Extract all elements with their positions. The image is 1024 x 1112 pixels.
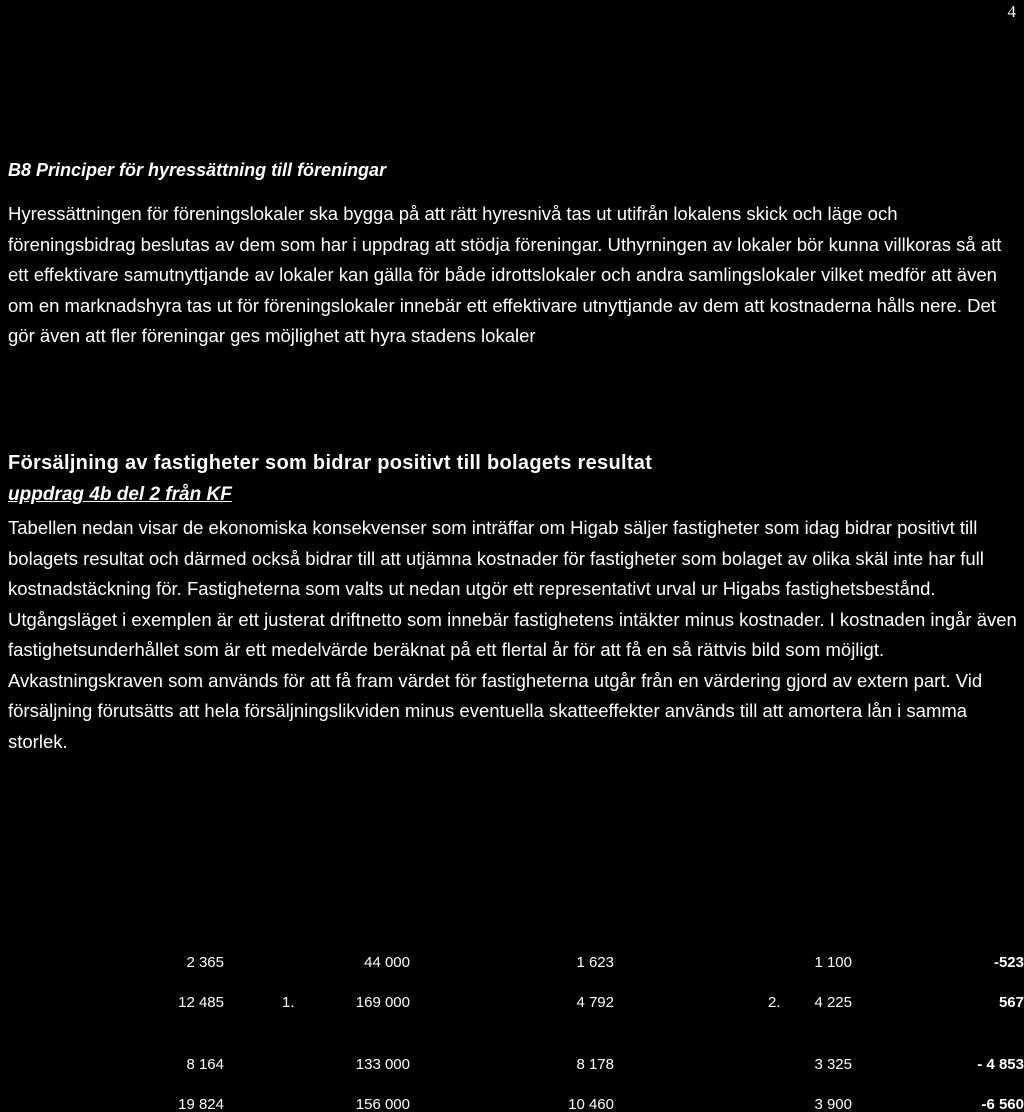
table-cell: 8 164 <box>186 1056 224 1073</box>
b8-heading: B8 Principer för hyressättning till föreningar <box>8 160 387 180</box>
page-number: 4 <box>1007 2 1016 21</box>
table-cell: 169 000 <box>355 994 410 1011</box>
table-cell: 12 485 <box>178 994 224 1011</box>
table-cell: 3 900 <box>814 1096 852 1112</box>
table-row <box>0 1096 1024 1112</box>
table-cell: 8 178 <box>576 1056 614 1073</box>
table-cell: 10 460 <box>568 1096 614 1112</box>
table-row <box>0 954 1024 978</box>
table-cell-result: - 4 853 <box>977 1056 1024 1073</box>
b8-paragraph: Hyressättningen för föreningslokaler ska bygga på att rätt hyresnivå tas ut utifrån lokalens skick och läge och föreningsbidrag beslutas av dem som har i uppdrag att stödja föreningar. Uthyrningen av lokaler bör kunna villkoras så att ett effektivare samutnyttjande av lokaler kan gälla för både idrottslokaler och andra samlingslokaler vilket medför att även om en marknadshyra tas ut för föreningslokaler innebär ett effektivare utnyttjande av dem att kostnaderna hålls nere. Det gör även att fler föreningar ges möjlighet att hyra stadens lokaler <box>8 203 1002 346</box>
table-marker: 2. <box>768 994 781 1011</box>
section-paragraph: Tabellen nedan visar de ekonomiska konsekvenser som inträffar om Higab säljer fastigheter som idag bidrar positivt till bolagets resultat och därmed också bidrar till att utjämna kostnader för fastigheter som bolaget av olika skäl inte har full kostnadstäckning för. Fastigheterna som valts ut nedan utgör ett representativt urval ur Higabs fastighetsbestånd. Utgångsläget i exemplen är ett justerat driftnetto som innebär fastighetens intäkter minus kostnader. I kostnaden ingår även fastighetsunderhållet som är ett medelvärde beräknat på ett flertal år för att få en så rättvis bild som möjligt. Avkastningskraven som används för att få fram värdet för fastigheterna utgår från en värdering gjord av extern part. Vid försäljning förutsätts att hela försäljningslikviden minus eventuella skatteeffekter används till att amortera lån i samma storlek. <box>8 517 1017 752</box>
table-row <box>0 1056 1024 1080</box>
table-cell: 44 000 <box>364 954 410 971</box>
section-heading: Försäljning av fastigheter som bidrar positivt till bolagets resultat <box>8 452 653 474</box>
table-cell: 133 000 <box>355 1056 410 1073</box>
table-cell: 1 623 <box>576 954 614 971</box>
figures-table <box>0 944 1024 1112</box>
table-cell: 3 325 <box>814 1056 852 1073</box>
table-cell-result: 567 <box>998 994 1024 1011</box>
table-cell: 156 000 <box>355 1096 410 1112</box>
table-cell-result: -6 560 <box>981 1096 1024 1112</box>
table-marker: 1. <box>282 994 295 1011</box>
table-row <box>0 994 1024 1018</box>
table-cell: 2 365 <box>186 954 224 971</box>
table-cell: 4 225 <box>814 994 852 1011</box>
table-cell: 1 100 <box>814 954 852 971</box>
table-cell-result: -523 <box>993 954 1024 971</box>
table-cell: 4 792 <box>576 994 614 1011</box>
table-cell: 19 824 <box>178 1096 224 1112</box>
section-subheading: uppdrag 4b del 2 från KF <box>8 484 232 505</box>
